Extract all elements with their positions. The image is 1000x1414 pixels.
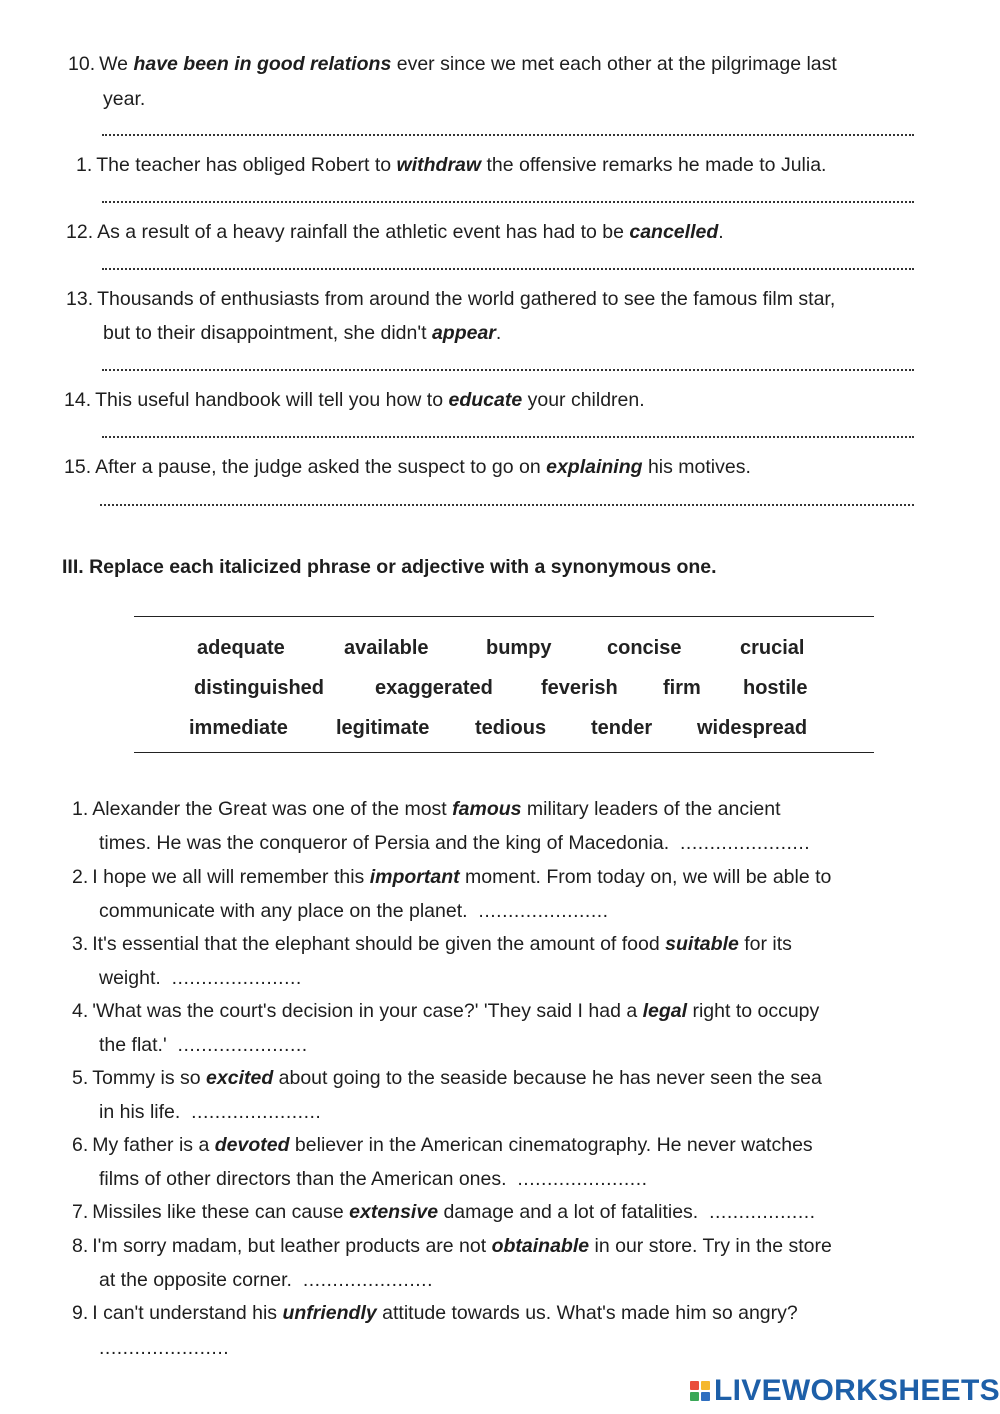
word-crucial: crucial [740, 637, 805, 659]
answer-blank-9[interactable]: ...................... [99, 1337, 230, 1359]
word-tender: tender [591, 717, 653, 739]
item-13: 13. Thousands of enthusiasts from around the world gathered to see the famous film star, [66, 288, 836, 310]
word-exaggerated: exaggerated [375, 677, 493, 699]
item-11: 1. The teacher has obliged Robert to withdraw the offensive remarks he made to Julia. [76, 154, 827, 176]
mark-tile [701, 1381, 710, 1390]
liveworksheets-mark-icon [690, 1381, 710, 1401]
liveworksheets-wordmark: LIVEWORKSHEETS [714, 1374, 1000, 1407]
answer-line-12[interactable] [102, 268, 914, 270]
item-10-continuation: year. [103, 88, 146, 110]
word-bumpy: bumpy [486, 637, 552, 659]
word-box-top-rule [134, 616, 874, 617]
section-heading-iii: III. Replace each italicized phrase or adjective with a synonymous one. [62, 556, 717, 578]
p3-item-6-continuation: films of other directors than the American ones. ...................... [99, 1168, 648, 1190]
answer-blank-8[interactable]: ...................... [302, 1269, 434, 1291]
p3-item-3-continuation: weight. ...................... [99, 967, 302, 989]
word-adequate: adequate [197, 637, 285, 659]
word-tedious: tedious [475, 717, 547, 739]
item-12: 12. As a result of a heavy rainfall the athletic event has had to be cancelled. [66, 221, 724, 243]
answer-blank-7[interactable]: .................. [709, 1201, 816, 1223]
word-widespread: widespread [697, 717, 808, 739]
answer-blank-3[interactable]: ...................... [171, 967, 302, 989]
p3-item-6: 6. My father is a devoted believer in the American cinematography. He never watches [72, 1134, 813, 1156]
answer-blank-6[interactable]: ...................... [517, 1168, 648, 1190]
p3-item-4-continuation: the flat.' ...................... [99, 1034, 308, 1056]
answer-blank-2[interactable]: ...................... [478, 900, 609, 922]
word-distinguished: distinguished [194, 677, 324, 699]
word-concise: concise [607, 637, 682, 659]
answer-blank-1[interactable]: ...................... [680, 832, 811, 854]
p3-item-5-continuation: in his life. ...................... [99, 1101, 322, 1123]
answer-line-15[interactable] [100, 504, 914, 506]
answer-blank-5[interactable]: ...................... [191, 1101, 322, 1123]
p3-item-8-continuation: at the opposite corner. ...................... [99, 1269, 434, 1291]
p3-item-1: 1. Alexander the Great was one of the most famous military leaders of the ancient [72, 798, 781, 820]
mark-tile [701, 1392, 710, 1401]
p3-item-3: 3. It's essential that the elephant should be given the amount of food suitable for its [72, 933, 792, 955]
p3-item-8: 8. I'm sorry madam, but leather products are not obtainable in our store. Try in the store [72, 1235, 832, 1257]
item-13-continuation: but to their disappointment, she didn't appear. [103, 322, 502, 344]
liveworksheets-logo [690, 1376, 1000, 1406]
item-15: 15. After a pause, the judge asked the suspect to go on explaining his motives. [64, 456, 751, 478]
answer-line-11[interactable] [102, 201, 914, 203]
p3-item-9-continuation [99, 1336, 229, 1360]
p3-item-5: 5. Tommy is so excited about going to the seaside because he has never seen the sea [72, 1067, 822, 1089]
p3-item-2: 2. I hope we all will remember this important moment. From today on, we will be able to [72, 866, 832, 888]
word-box-bottom-rule [134, 752, 874, 753]
answer-line-10[interactable] [102, 134, 914, 136]
p3-item-4: 4. 'What was the court's decision in your case?' 'They said I had a legal right to occupy [72, 1000, 820, 1022]
word-firm: firm [663, 677, 701, 699]
word-immediate: immediate [189, 717, 288, 739]
answer-line-14[interactable] [102, 436, 914, 438]
item-14: 14. This useful handbook will tell you how to educate your children. [64, 389, 645, 411]
answer-line-13[interactable] [102, 369, 914, 371]
mark-tile [690, 1381, 699, 1390]
p3-item-2-continuation: communicate with any place on the planet. ...................... [99, 900, 609, 922]
word-hostile: hostile [743, 677, 808, 699]
word-available: available [344, 637, 429, 659]
word-feverish: feverish [541, 677, 618, 699]
mark-tile [690, 1392, 699, 1401]
item-10: 10. We have been in good relations ever since we met each other at the pilgrimage last [68, 53, 837, 75]
p3-item-1-continuation: times. He was the conqueror of Persia and the king of Macedonia. ...................... [99, 832, 811, 854]
p3-item-9: 9. I can't understand his unfriendly attitude towards us. What's made him so angry? [72, 1302, 798, 1324]
word-legitimate: legitimate [336, 717, 430, 739]
p3-item-7: 7. Missiles like these can cause extensive damage and a lot of fatalities. .................. [72, 1201, 816, 1223]
answer-blank-4[interactable]: ...................... [177, 1034, 308, 1056]
